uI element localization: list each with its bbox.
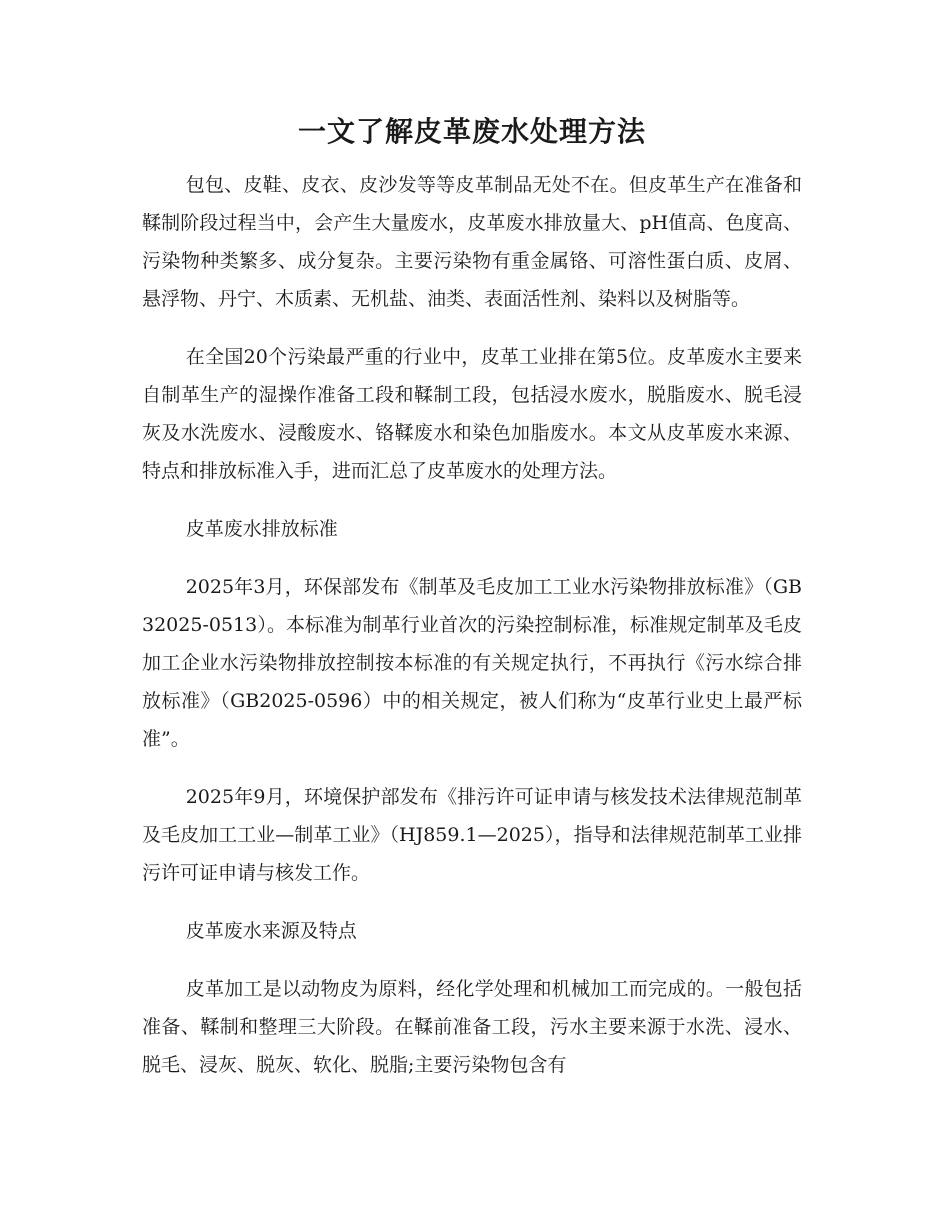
section-heading-sources-characteristics: 皮革废水来源及特点 bbox=[185, 920, 357, 942]
section-heading-discharge-standards: 皮革废水排放标准 bbox=[185, 518, 338, 540]
paragraph-intro: 包包、皮鞋、皮衣、皮沙发等等皮革制品无处不在。但皮革生产在准备和鞣制阶段过程当中，会产生大量废水，皮革废水排放量大、pH值高、色度高、污染物种类繁多、成分复杂。主要污染物有重金属铬、可溶性蛋白质、皮屑、悬浮物、丹宁、木质素、无机盐、油类、表面活性剂、染料以及树脂等。 bbox=[142, 174, 802, 310]
paragraph-processing-stages: 皮革加工是以动物皮为原料，经化学处理和机械加工而完成的。一般包括准备、鞣制和整理三大阶段。在鞣前准备工段，污水主要来源于水洗、浸水、脱毛、浸灰、脱灰、软化、脱脂;主要污染物包含有 bbox=[142, 978, 802, 1076]
document-body bbox=[142, 112, 802, 1104]
paragraph-industry-ranking: 在全国20个污染最严重的行业中，皮革工业排在第5位。皮革废水主要来自制革生产的湿操作准备工段和鞣制工段，包括浸水废水，脱脂废水、脱毛浸灰及水洗废水、浸酸废水、铬鞣废水和染色加脂废水。本文从皮革废水来源、特点和排放标准入手，进而汇总了皮革废水的处理方法。 bbox=[142, 346, 802, 482]
paragraph-standard-september: 2025年9月，环境保护部发布《排污许可证申请与核发技术法律规范制革及毛皮加工工业—制革工业》（HJ859.1—2025），指导和法律规范制革工业排污许可证申请与核发工作。 bbox=[142, 786, 802, 884]
document-title: 一文了解皮革废水处理方法 bbox=[297, 115, 646, 148]
paragraph-standard-march: 2025年3月，环保部发布《制革及毛皮加工工业水污染物排放标准》（GB32025-0513）。本标准为制革行业首次的污染控制标准，标准规定制革及毛皮加工企业水污染物排放控制按本标准的有关规定执行，不再执行《污水综合排放标准》（GB2025-0596）中的相关规定，被人们称为“皮革行业史上最严标准”。 bbox=[142, 576, 802, 750]
